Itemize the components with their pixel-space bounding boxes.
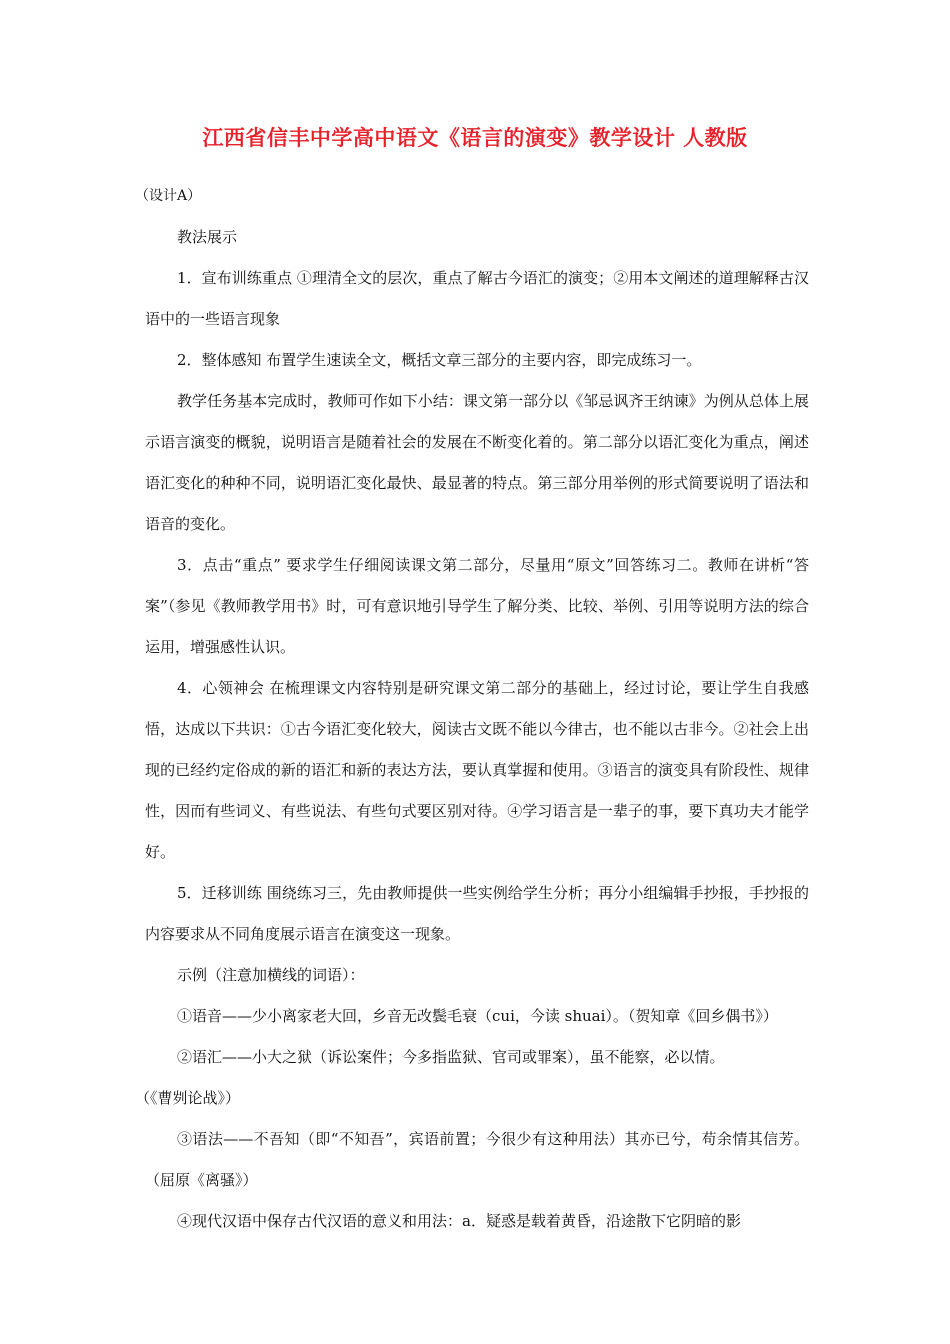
- paragraph-6: 5．迁移训练 围绕练习三，先由教师提供一些实例给学生分析；再分小组编辑手抄报，手抄报的内容要求从不同角度展示语言在演变这一现象。: [145, 884, 809, 943]
- paragraph-1: 1．宣布训练重点 ①理清全文的层次，重点了解古今语汇的演变；②用本文阐述的道理解释古汉语中的一些语言现象: [145, 269, 809, 328]
- example-grammar: ③语法——不吾知（即“不知吾”，宾语前置；今很少有这种用法）其亦已兮，苟余情其信芳。（屈原《离骚》）: [145, 1130, 809, 1189]
- example-modern-usage: ④现代汉语中保存古代汉语的意义和用法：a．疑惑是载着黄昏，沿途散下它阴暗的影: [177, 1212, 741, 1230]
- example-vocabulary: ②语汇——小大之狱（诉讼案件；今多指监狱、官司或罪案），虽不能察，必以情。: [177, 1048, 725, 1066]
- paragraph-5: 4．心领神会 在梳理课文内容特别是研究课文第二部分的基础上，经过讨论，要让学生自我感悟，达成以下共识：①古今语汇变化较大，阅读古文既不能以今律古，也不能以古非今。②社会上出现的已经约定俗成的新的语汇和新的表达方法，要认真掌握和使用。③语言的演变具有阶段性、规律性，因而有些词义、有些说法、有些句式要区别对待。④学习语言是一辈子的事，要下真功夫才能学好。: [145, 679, 809, 861]
- example-vocabulary-source: （《曹刿论战》）: [135, 1089, 241, 1107]
- example-phonetics: ①语音——少小离家老大回，乡音无改鬓毛衰（cui，今读 shuai）。（贺知章《回乡偶书》）: [177, 1007, 778, 1025]
- example-heading: 示例（注意加横线的词语）：: [177, 966, 365, 984]
- paragraph-4: 3．点击“重点” 要求学生仔细阅读课文第二部分，尽量用“原文”回答练习二。教师在讲析“答案”（参见《教师教学用书》时，可有意识地引导学生了解分类、比较、举例、引用等说明方法的综合运用，增强感性认识。: [145, 556, 809, 656]
- document-title: 江西省信丰中学高中语文《语言的演变》教学设计 人教版: [202, 126, 748, 150]
- document-body: [135, 176, 809, 1242]
- design-label: （设计A）: [135, 188, 202, 204]
- section-heading: 教法展示: [177, 228, 238, 246]
- paragraph-2: 2．整体感知 布置学生速读全文，概括文章三部分的主要内容，即完成练习一。: [177, 351, 702, 369]
- paragraph-3: 教学任务基本完成时，教师可作如下小结：课文第一部分以《邹忌讽齐王纳谏》为例从总体上展示语言演变的概貌，说明语言是随着社会的发展在不断变化着的。第二部分以语汇变化为重点，阐述语汇变化的种种不同，说明语汇变化最快、最显著的特点。第三部分用举例的形式简要说明了语法和语音的变化。: [145, 392, 809, 533]
